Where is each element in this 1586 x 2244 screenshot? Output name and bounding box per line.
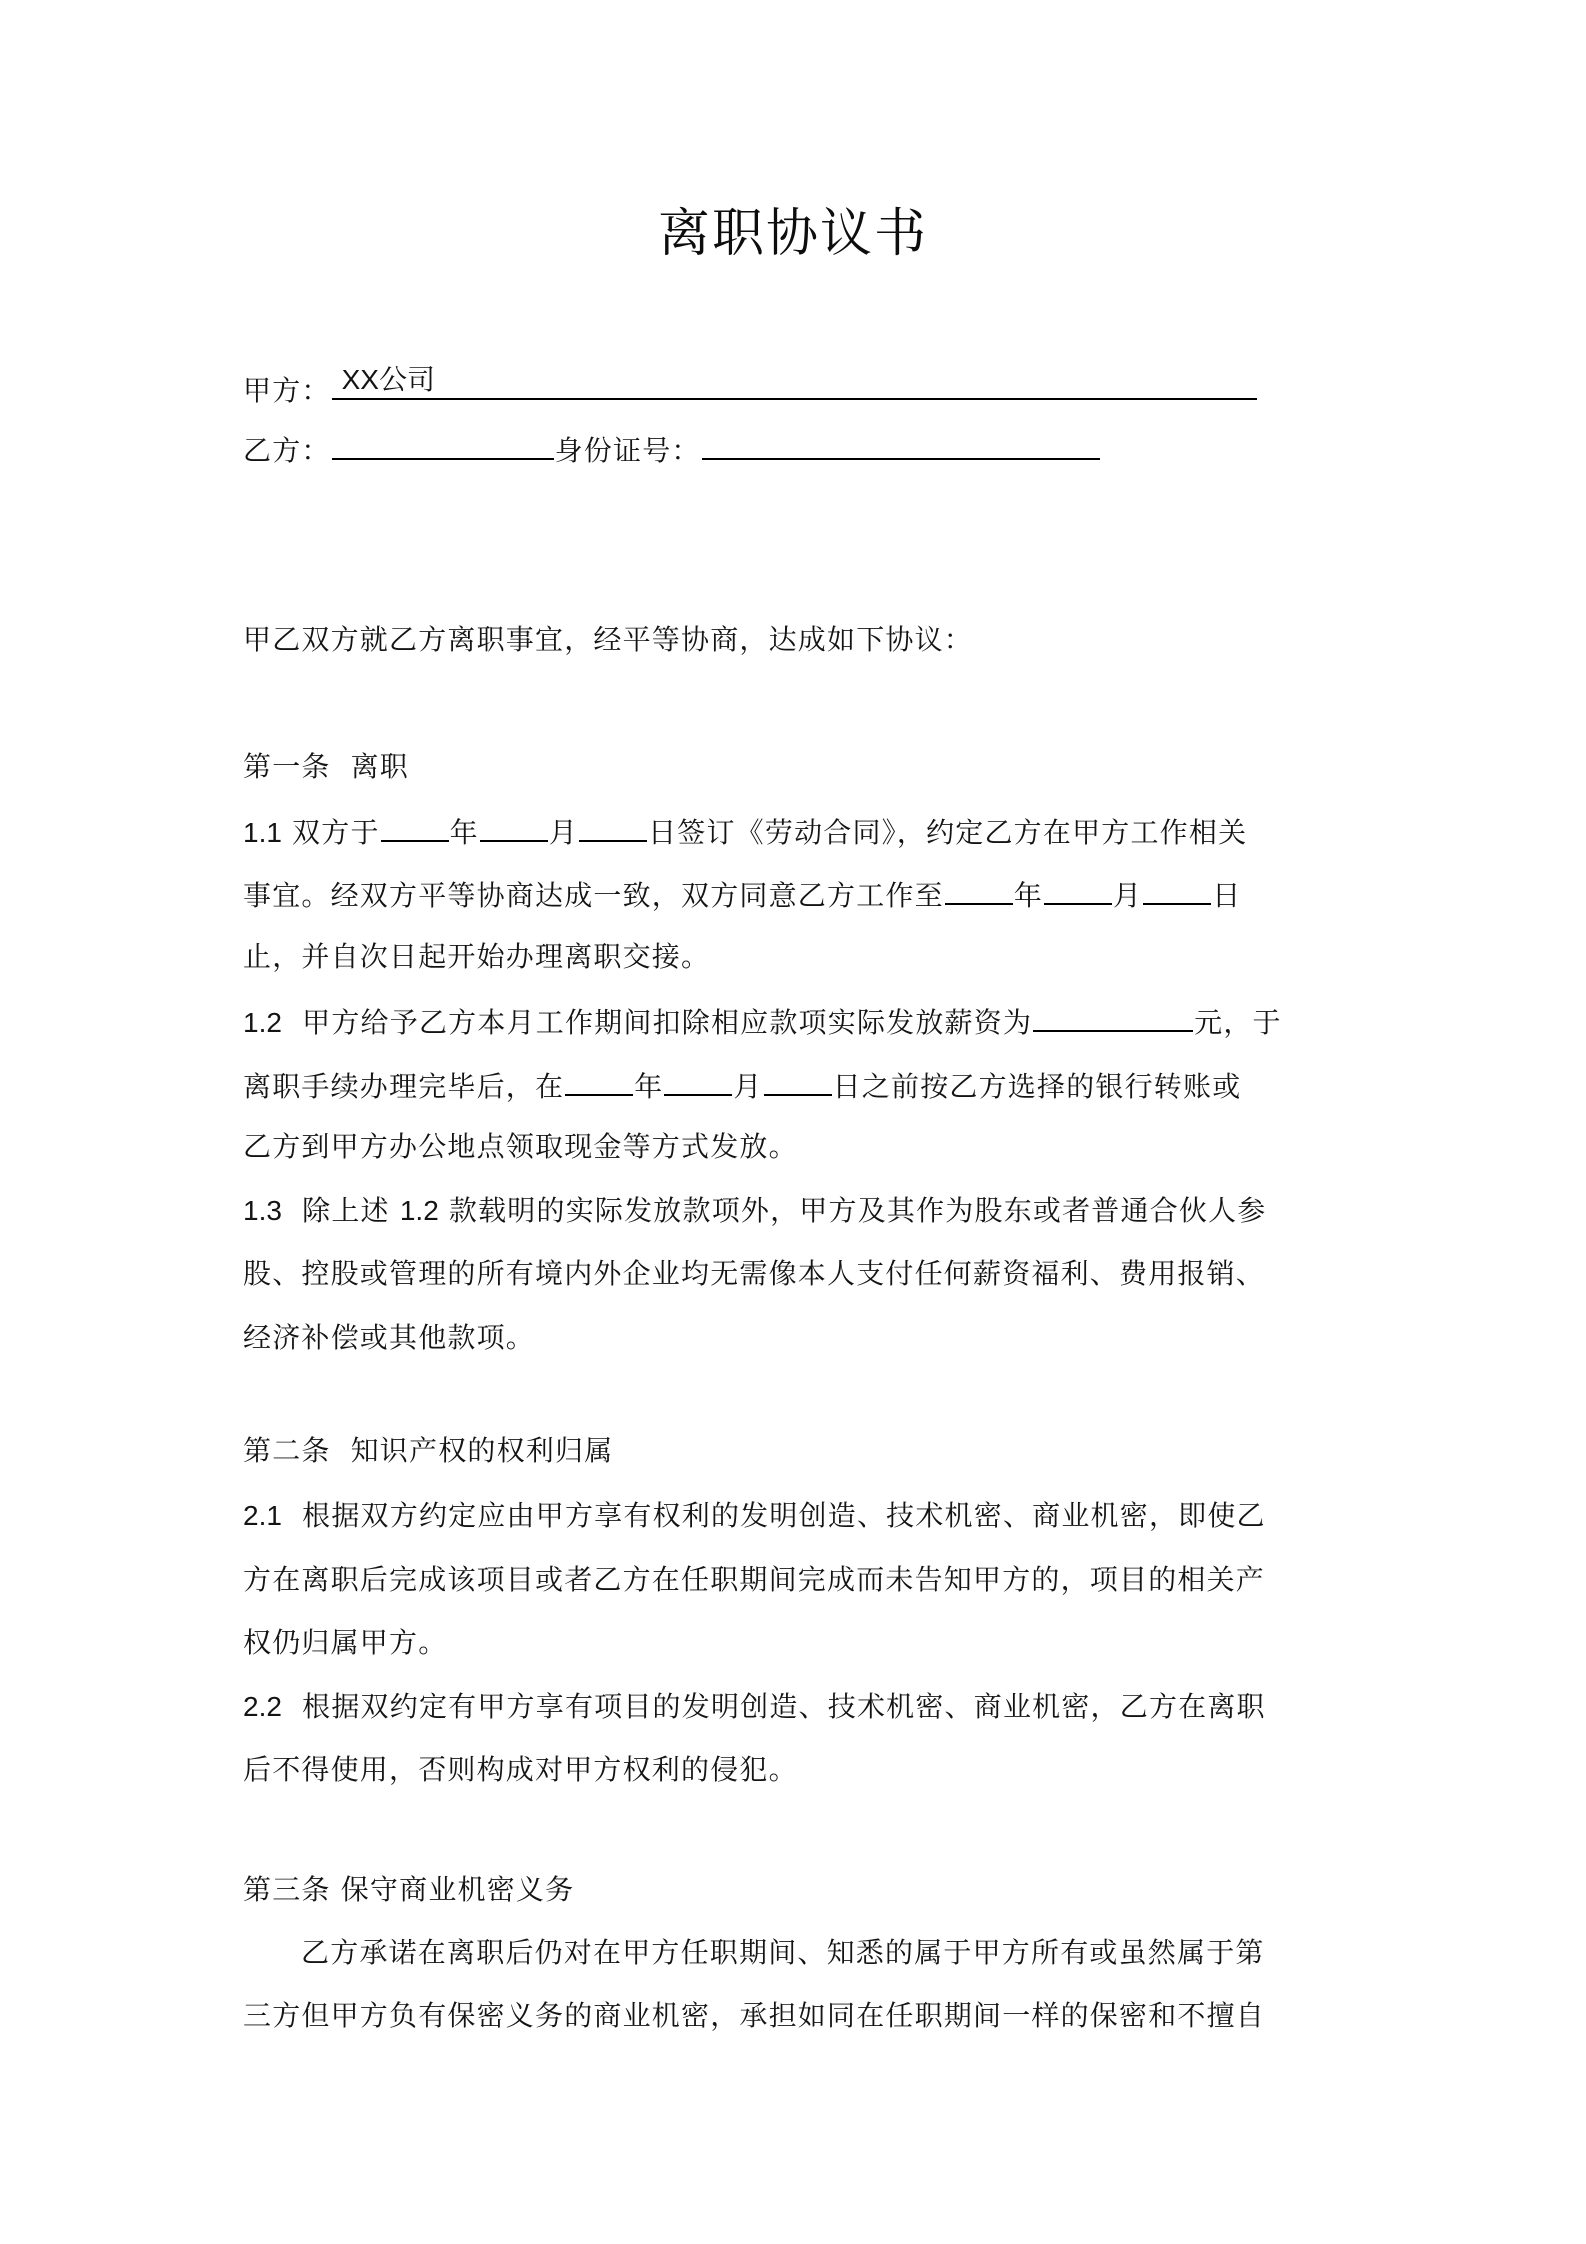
clause-text: 甲方给予乙方本月工作期间扣除相应款项实际发放薪资为 [302,1006,1033,1039]
clause-1-3-line-1 [243,1191,1348,1231]
section-3-body-line-1: 乙方承诺在离职后仍对在甲方任职期间、知悉的属于甲方所有或虽然属于第 [301,1936,1265,1969]
clause-1-2-line-2 [243,1064,1348,1107]
preamble: 甲乙双方就乙方离职事宜，经平等协商，达成如下协议： [243,623,974,656]
month-label: 月 [548,816,579,849]
clause-number: 1.3 [243,1195,282,1226]
clause-text: 日签订《劳动合同》，约定乙方在甲方工作相关 [648,816,1248,849]
party-a-row [243,364,1348,411]
month-label: 月 [733,1070,763,1103]
clause-2-1-line-2: 方在离职后完成该项目或者乙方在任职期间完成而未告知甲方的，项目的相关产 [243,1563,1266,1596]
day-label: 日 [1212,879,1242,912]
clause-text: 双方于 [292,816,380,849]
id-label: 身份证号： [554,434,701,467]
sign-month-field[interactable] [480,810,548,842]
clause-text: 日之前按乙方选择的银行转账或 [832,1070,1242,1103]
month-label: 月 [1113,879,1143,912]
year-label: 年 [1013,879,1044,912]
salary-amount-field[interactable] [1033,1000,1193,1032]
party-b-label: 乙方： [243,434,331,467]
document-title: 离职协议书 [657,204,928,264]
clause-text: 根据双约定有甲方享有项目的发明创造、技术机密、商业机密，乙方在离职 [302,1690,1266,1723]
party-a-field[interactable] [332,364,1257,400]
clause-text: 根据双方约定应由甲方享有权利的发明创造、技术机密、商业机密，即使乙 [302,1499,1266,1532]
clause-1-3-line-2: 股、控股或管理的所有境内外企业均无需像本人支付任何薪资福利、费用报销、 [243,1257,1266,1290]
section-3-body-line-2: 三方但甲方负有保密义务的商业机密，承担如同在任职期间一样的保密和不擅自 [243,1999,1266,2032]
clause-2-2-line-1 [243,1687,1348,1727]
clause-2-1-line-1 [243,1496,1348,1536]
party-b-row [243,428,1348,471]
section-heading-number: 第二条 [243,1434,331,1467]
clause-1-1-line-1 [243,810,1348,853]
clause-text: 元，于 [1194,1006,1282,1039]
clause-reference: 1.2 [399,1195,439,1226]
clause-text: 事宜。经双方平等协商达成一致，双方同意乙方工作至 [243,879,944,912]
party-a-value: XX公司 [341,364,435,395]
clause-2-2-line-2: 后不得使用，否则构成对甲方权利的侵犯。 [243,1753,798,1786]
year-label: 年 [449,816,479,849]
sign-day-field[interactable] [579,810,647,842]
section-heading-number: 第三条 [243,1873,331,1906]
clause-1-2-line-1 [243,1000,1348,1043]
section-2-heading [243,1431,1348,1471]
clause-2-1-line-3: 权仍归属甲方。 [243,1626,448,1659]
clause-text: 离职手续办理完毕后，在 [243,1070,565,1103]
clause-number: 1.1 [243,817,282,848]
clause-1-1-line-2 [243,873,1348,916]
clause-1-1-line-3: 止，并自次日起开始办理离职交接。 [243,940,711,973]
id-number-field[interactable] [702,428,1100,460]
end-year-field[interactable] [945,873,1013,905]
section-3-heading [243,1870,1348,1910]
clause-1-2-line-3: 乙方到甲方办公地点领取现金等方式发放。 [243,1130,798,1163]
clause-text: 款载明的实际发放款项外，甲方及其作为股东或者普通合伙人参 [448,1194,1267,1227]
end-month-field[interactable] [1044,873,1112,905]
clause-text: 除上述 [302,1194,390,1227]
party-b-field[interactable] [332,428,554,460]
end-day-field[interactable] [1143,873,1211,905]
section-heading-text: 离职 [350,750,410,783]
clause-number: 1.2 [243,1007,282,1038]
pay-day-field[interactable] [764,1064,832,1096]
clause-number: 2.2 [243,1691,282,1722]
party-a-label: 甲方： [243,374,331,407]
section-1-heading [243,747,1348,787]
pay-month-field[interactable] [664,1064,732,1096]
section-heading-text: 保守商业机密义务 [340,1873,575,1906]
pay-year-field[interactable] [565,1064,633,1096]
section-heading-number: 第一条 [243,750,331,783]
year-label: 年 [634,1070,664,1103]
clause-1-3-line-3: 经济补偿或其他款项。 [243,1321,536,1354]
sign-year-field[interactable] [381,810,449,842]
section-heading-text: 知识产权的权利归属 [350,1434,614,1467]
clause-number: 2.1 [243,1500,282,1531]
